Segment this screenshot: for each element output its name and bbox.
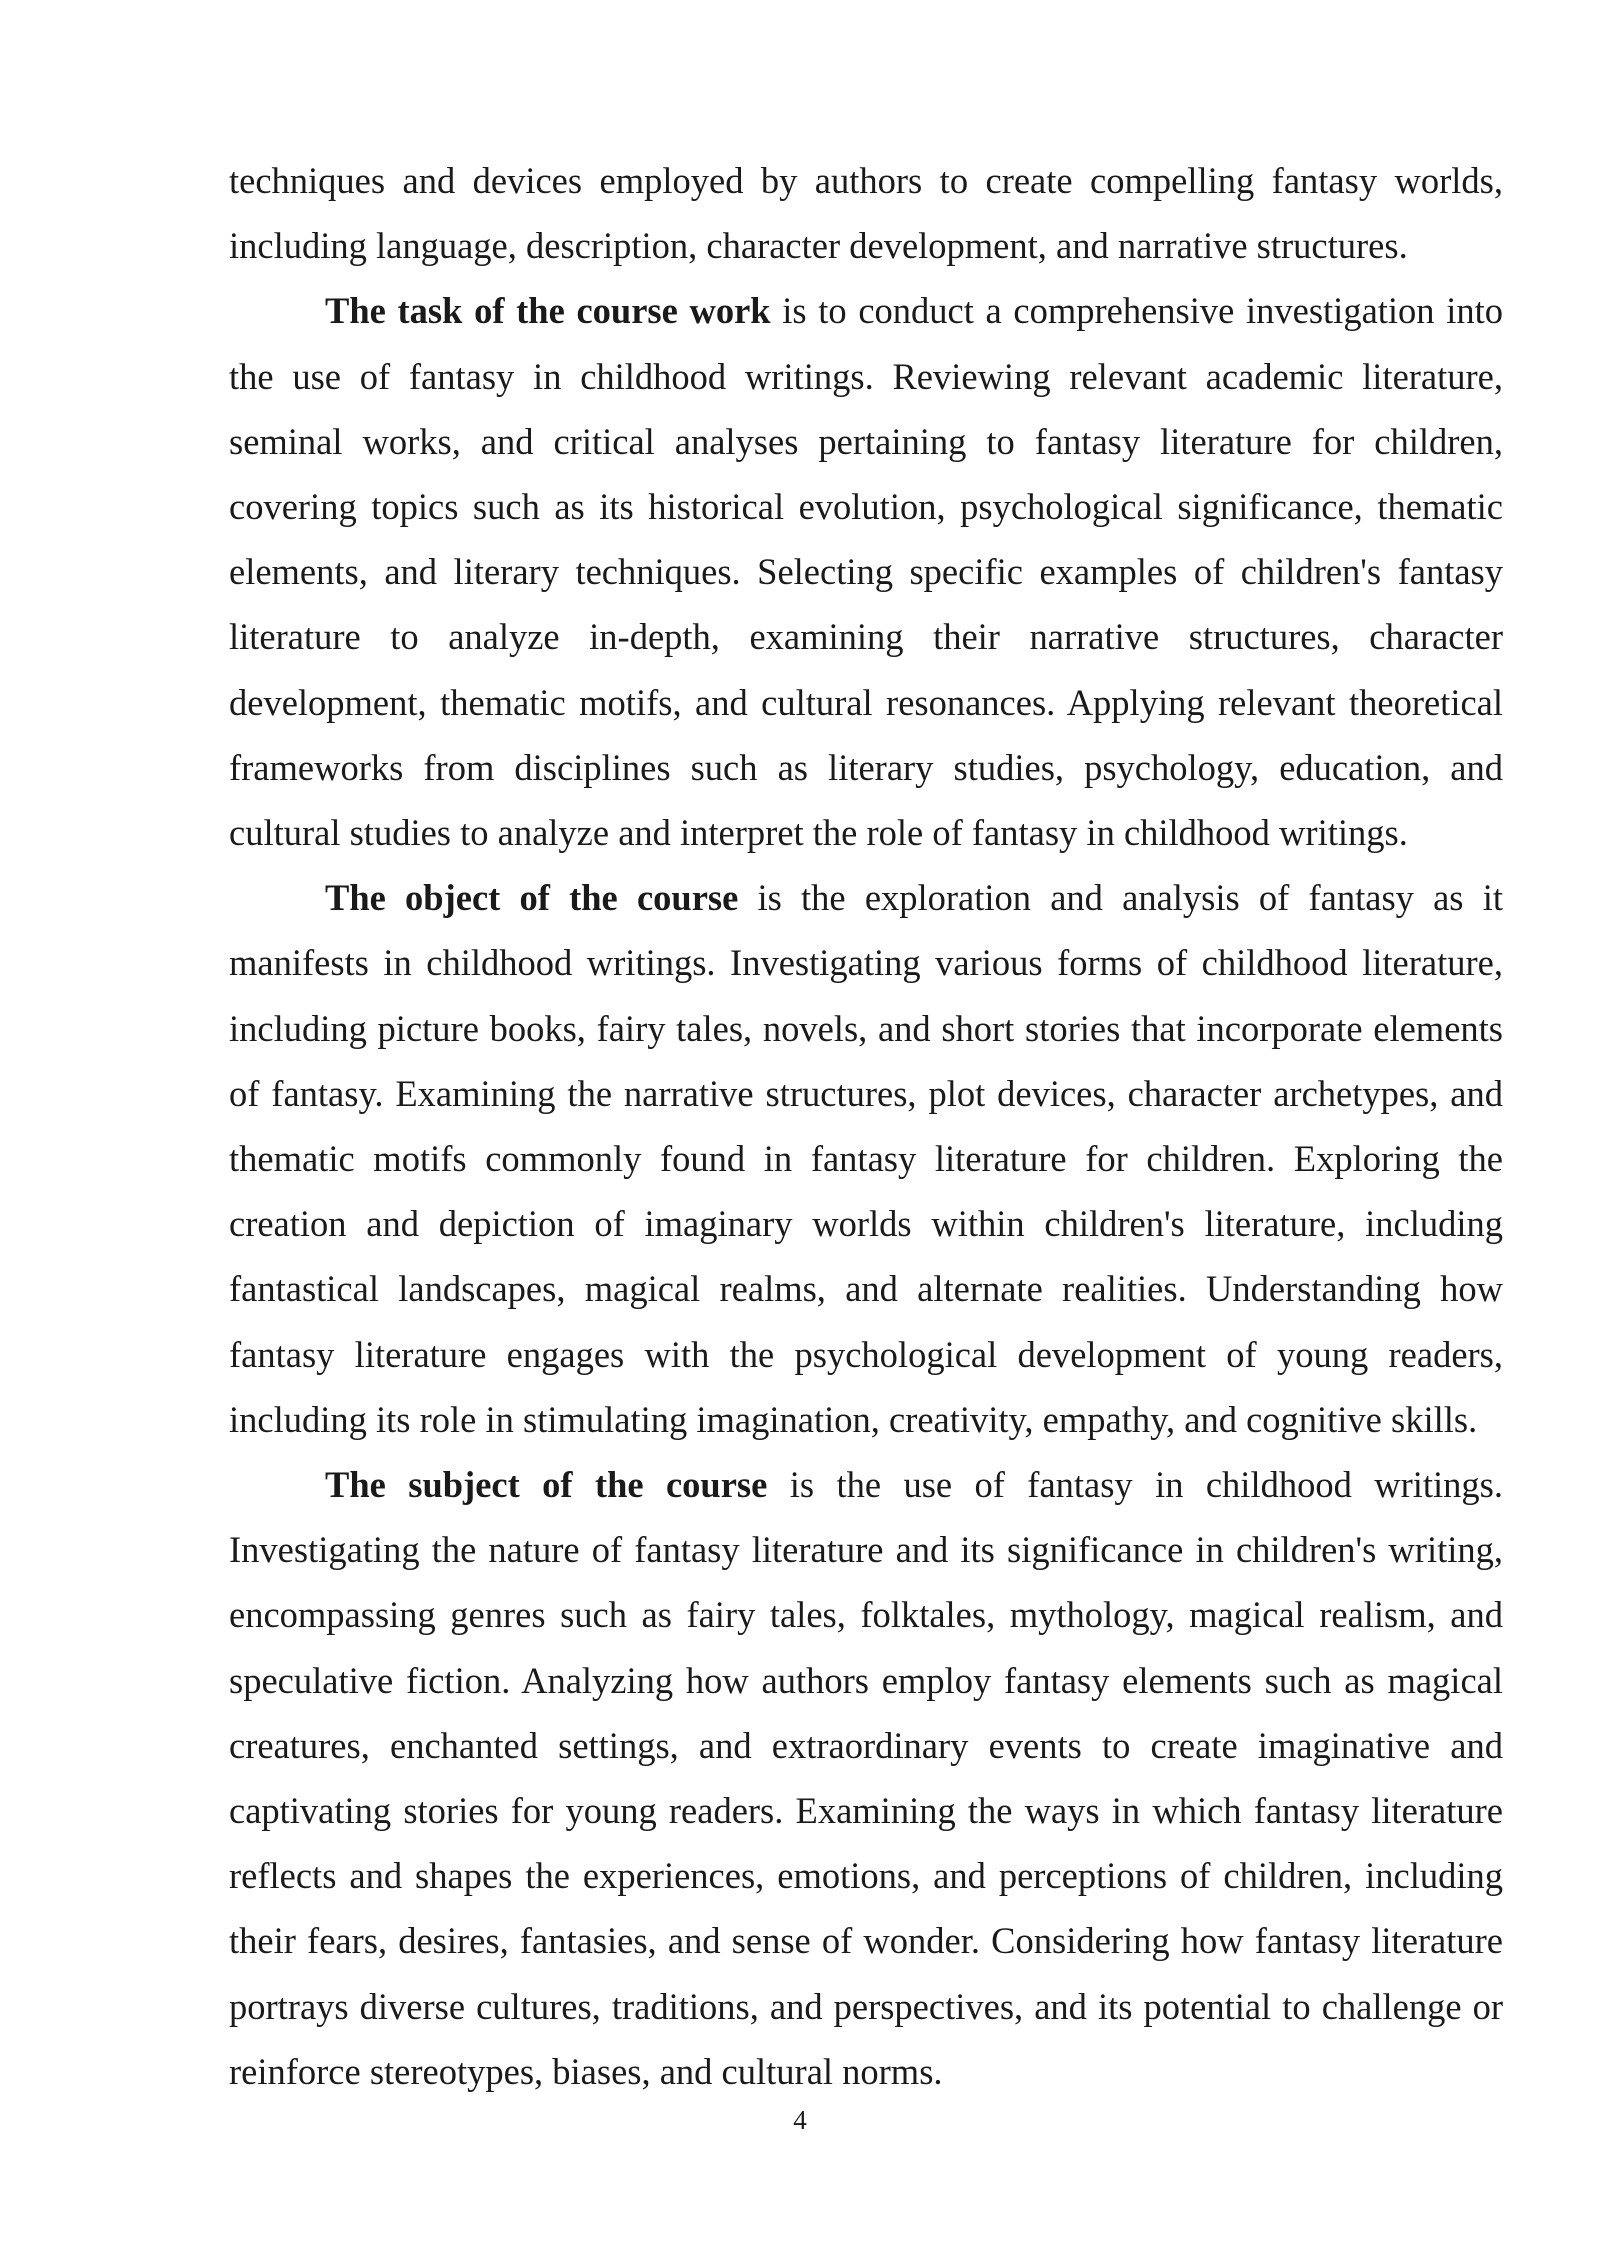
paragraph-text: is to conduct a comprehensive investigation into the use of fantasy in childhood writings. Reviewing relevant academic literature, seminal works, and critical analyses pertaining to fantasy literature for children, covering topics such as its historical evolution, psychological significance, thematic elements, and literary techniques. Selecting specific examples of children's fantasy literature to analyze in-depth, examining their narrative structures, character development, thematic motifs, and cultural resonances. Applying relevant theoretical frameworks from disciplines such as literary studies, psychology, education, and cultural studies to analyze and interpret the role of fantasy in childhood writings. — [229, 290, 1503, 854]
paragraph-heading-task: The task of the course work — [325, 290, 771, 332]
paragraph-object — [229, 865, 1503, 1452]
document-body — [229, 148, 1503, 2104]
paragraph-subject — [229, 1452, 1503, 2104]
paragraph-text: techniques and devices employed by authors to create compelling fantasy worlds, including language, description, character development, and narrative structures. — [229, 160, 1503, 267]
page-number: 4 — [793, 2105, 807, 2135]
paragraph-heading-object: The object of the course — [325, 877, 739, 919]
paragraph-text: is the exploration and analysis of fantasy as it manifests in childhood writings. Investigating various forms of childhood literature, including picture books, fairy tales, novels, and short stories that incorporate elements of fantasy. Examining the narrative structures, plot devices, character archetypes, and thematic motifs commonly found in fantasy literature for children. Exploring the creation and depiction of imaginary worlds within children's literature, including fantastical landscapes, magical realms, and alternate realities. Understanding how fantasy literature engages with the psychological development of young readers, including its role in stimulating imagination, creativity, empathy, and cognitive skills. — [229, 877, 1503, 1440]
paragraph-continuation — [229, 148, 1503, 278]
paragraph-task — [229, 278, 1503, 865]
paragraph-heading-subject: The subject of the course — [325, 1464, 768, 1506]
paragraph-text: is the use of fantasy in childhood writings. Investigating the nature of fantasy literature and its significance in children's writing, encompassing genres such as fairy tales, folktales, mythology, magical realism, and speculative fiction. Analyzing how authors employ fantasy elements such as magical creatures, enchanted settings, and extraordinary events to create imaginative and captivating stories for young readers. Examining the ways in which fantasy literature reflects and shapes the experiences, emotions, and perceptions of children, including their fears, desires, fantasies, and sense of wonder. Considering how fantasy literature portrays diverse cultures, traditions, and perspectives, and its potential to challenge or reinforce stereotypes, biases, and cultural norms. — [229, 1464, 1503, 2092]
